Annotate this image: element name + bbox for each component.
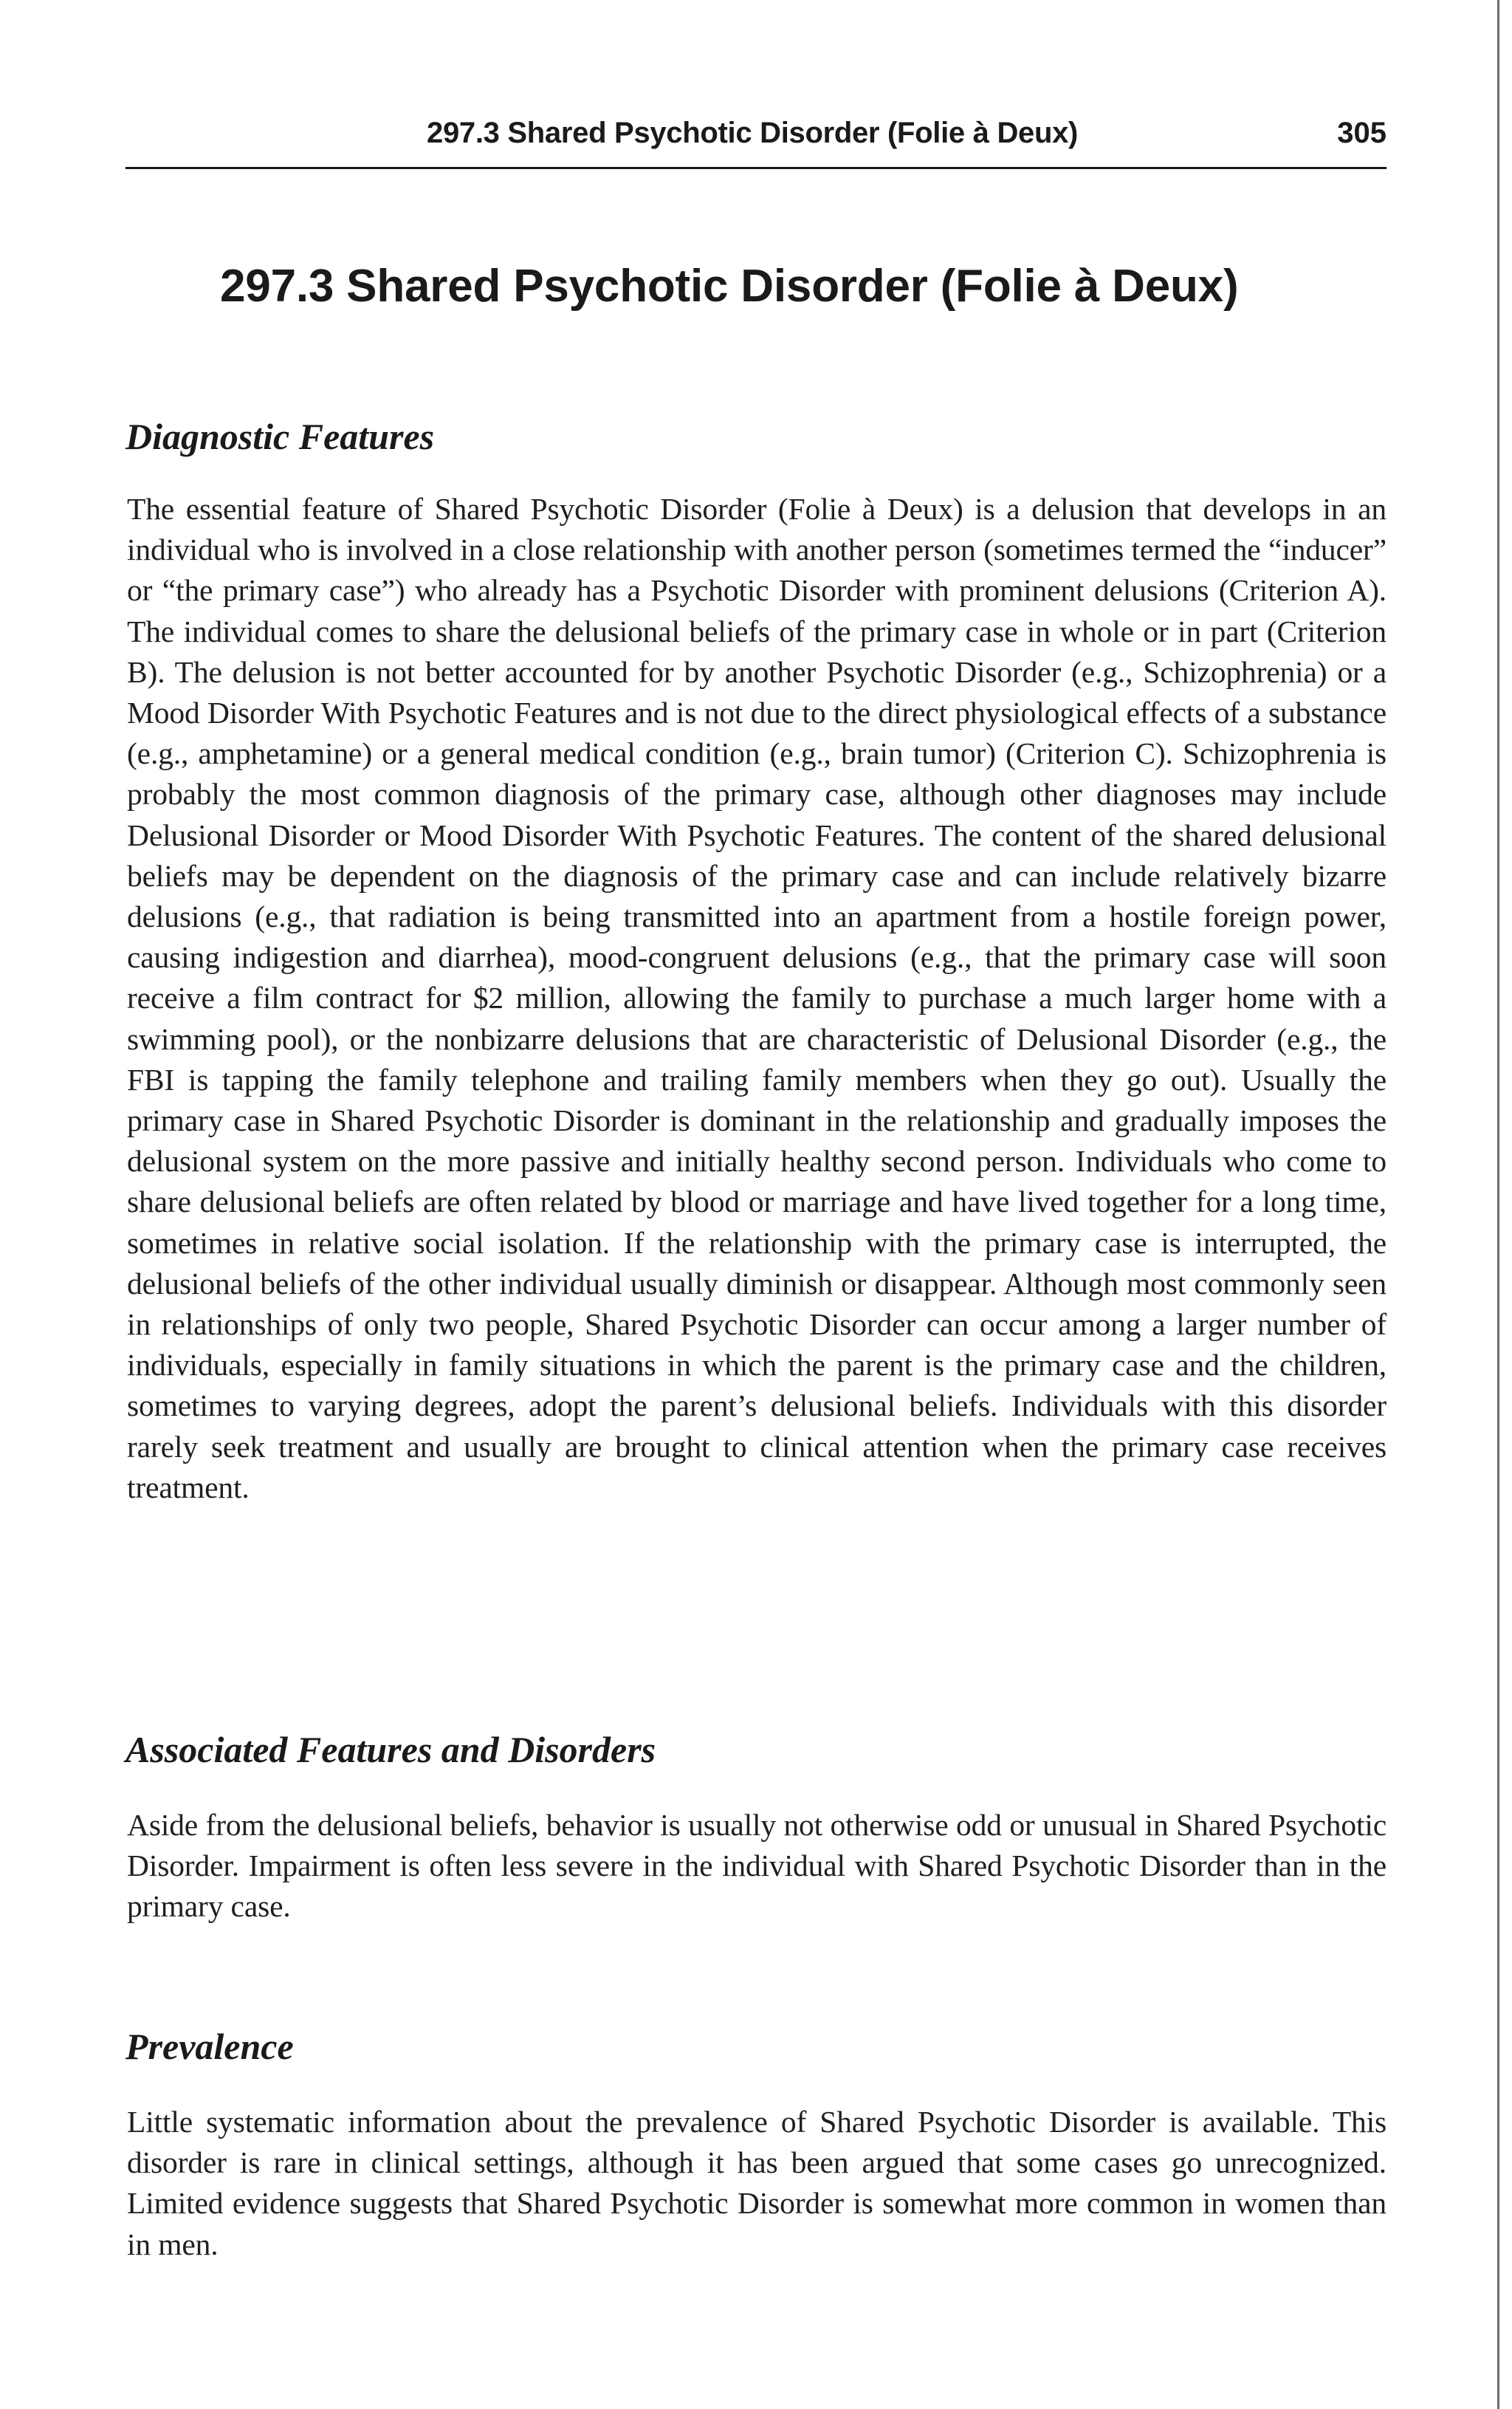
section-heading-diagnostic-features: Diagnostic Features [126, 416, 435, 457]
paragraph-prevalence: Little systematic information about the prevalence of Shared Psychotic Disorder is available. This disorder is rare in clinical settings, although it has been argued that some cases go unrecognized. Limited evidence suggests that Shared Psychotic Disorder is somewhat more common in women than in men. [127, 2105, 1386, 2261]
page-edge-rule [1497, 0, 1499, 2409]
page-number: 305 [1337, 117, 1386, 149]
running-head [126, 117, 1386, 169]
paragraph-diagnostic-features: The essential feature of Shared Psychotic Disorder (Folie à Deux) is a delusion that develops in an individual who is involved in a close relationship with another person (sometimes termed the “inducer” or “the primary case”) who already has a Psychotic Disorder with prominent delusions (Criterion A). The individual comes to share the delusional beliefs of the primary case in whole or in part (Criterion B). The delusion is not better accounted for by another Psychotic Disorder (e.g., Schizophrenia) or a Mood Disorder With Psychotic Features and is not due to the direct physiological effects of a substance (e.g., amphetamine) or a general medical condition (e.g., brain tumor) (Criterion C). Schizophrenia is probably the most common diagnosis of the primary case, although other diagnoses may include Delusional Disorder or Mood Disorder With Psychotic Features. The content of the shared delusional beliefs may be dependent on the diagnosis of the primary case and can include relatively bizarre delusions (e.g., that radiation is being transmitted into an apartment from a hostile foreign power, causing indigestion and diarrhea), mood-congruent delusions (e.g., that the primary case will soon receive a film contract for $2 million, allowing the family to purchase a much larger home with a swimming pool), or the nonbizarre delusions that are characteristic of Delusional Disorder (e.g., the FBI is tapping the family telephone and trailing family members when they go out). Usually the primary case in Shared Psychotic Disorder is dominant in the relationship and gradually imposes the delusional system on the more passive and initially healthy second person. Individuals who come to share delusional beliefs are often related by blood or marriage and have lived together for a long time, sometimes in relative social isolation. If the relationship with the primary case is interrupted, the delusional beliefs of the other individual usually diminish or disappear. Although most commonly seen in relationships of only two people, Shared Psychotic Disorder can occur among a larger number of individuals, especially in family situations in which the parent is the primary case and the children, sometimes to varying degrees, adopt the parent’s delusional beliefs. Individuals with this disorder rarely seek treatment and usually are brought to clinical attention when the primary case receives treatment. [127, 492, 1386, 1504]
page-title: 297.3 Shared Psychotic Disorder (Folie à Deux) [220, 261, 1239, 312]
section-heading-associated-features: Associated Features and Disorders [126, 1729, 656, 1770]
section-heading-prevalence: Prevalence [126, 2026, 294, 2067]
running-head-title: 297.3 Shared Psychotic Disorder (Folie à Deux) [427, 117, 1079, 149]
paragraph-associated-features: Aside from the delusional beliefs, behavior is usually not otherwise odd or unusual in Shared Psychotic Disorder. Impairment is often less severe in the individual with Shared Psychotic Disorder than in the primary case. [127, 1808, 1386, 1924]
